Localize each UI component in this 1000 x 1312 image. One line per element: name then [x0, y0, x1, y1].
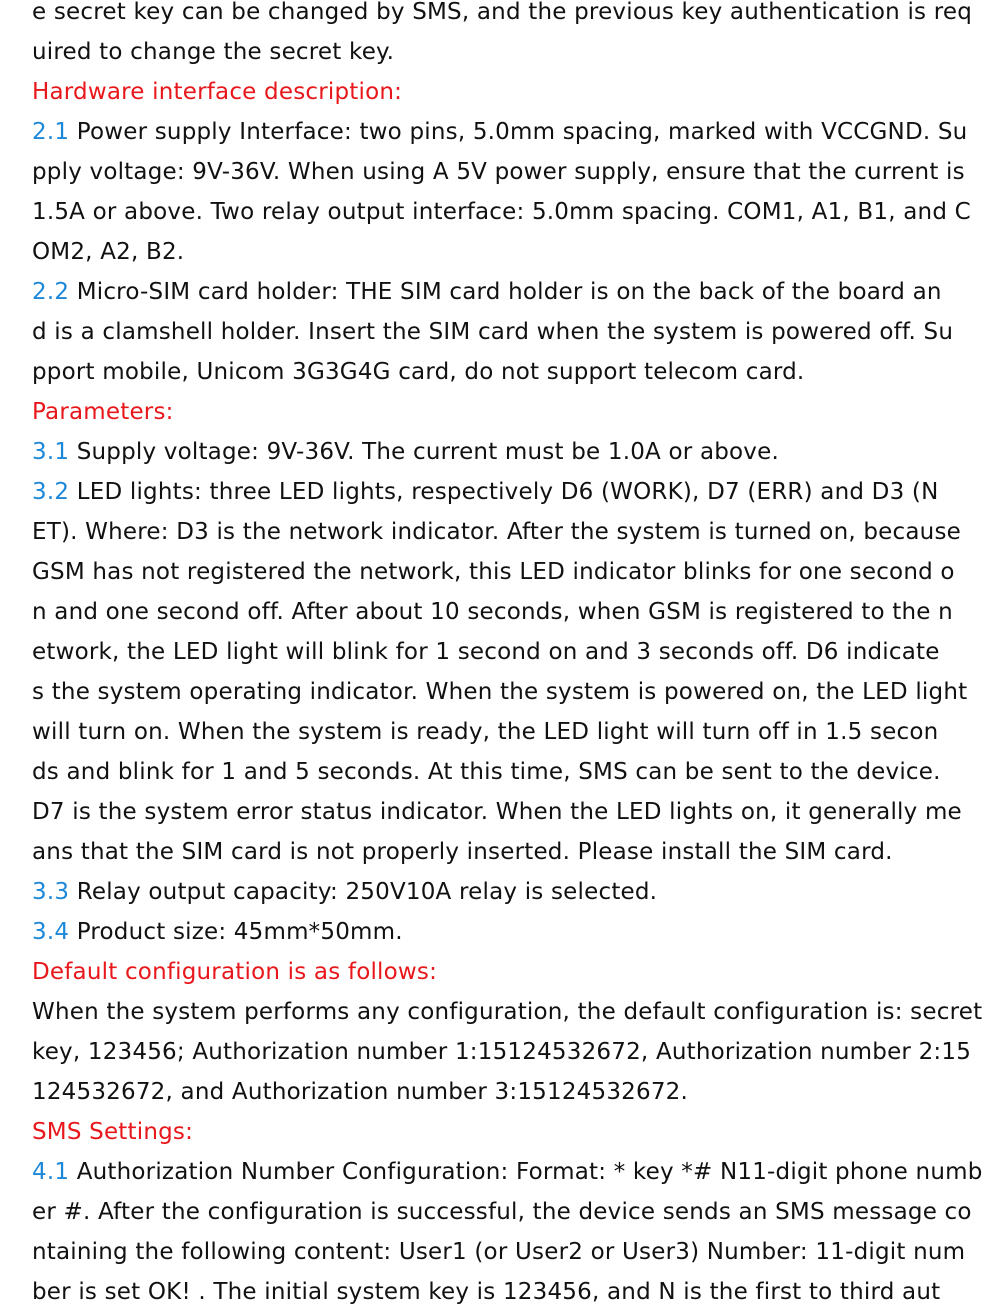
section-number: 2.1 — [32, 119, 70, 145]
text-line — [0, 32, 1000, 72]
line-text: Hardware interface description: — [32, 79, 403, 105]
text-line — [0, 872, 1000, 912]
line-text: pply voltage: 9V-36V. When using A 5V power supply, ensure that the current is — [32, 159, 965, 185]
line-text: When the system performs any configuration, the default configuration is: secret — [32, 999, 983, 1025]
line-text: Product size: 45mm*50mm. — [69, 919, 403, 945]
line-text: etwork, the LED light will blink for 1 second on and 3 seconds off. D6 indicate — [32, 639, 940, 665]
line-text: s the system operating indicator. When the system is powered on, the LED light — [32, 679, 968, 705]
line-text: Default configuration is as follows: — [32, 959, 438, 985]
text-line — [0, 232, 1000, 272]
line-text: er #. After the configuration is successful, the device sends an SMS message co — [32, 1199, 972, 1225]
text-line — [0, 592, 1000, 632]
text-line — [0, 1232, 1000, 1272]
section-number: 2.2 — [32, 279, 70, 305]
line-text: ans that the SIM card is not properly inserted. Please install the SIM card. — [32, 839, 893, 865]
line-text: GSM has not registered the network, this LED indicator blinks for one second o — [32, 559, 955, 585]
text-line — [0, 912, 1000, 952]
section-heading — [0, 952, 1000, 992]
text-line — [0, 0, 1000, 32]
line-text: Relay output capacity: 250V10A relay is selected. — [69, 879, 658, 905]
section-heading — [0, 72, 1000, 112]
text-line — [0, 672, 1000, 712]
line-text: ber is set OK! . The initial system key is 123456, and N is the first to third aut — [32, 1279, 941, 1305]
line-text: e secret key can be changed by SMS, and the previous key authentication is req — [32, 0, 973, 25]
text-line — [0, 1272, 1000, 1312]
line-text: D7 is the system error status indicator. When the LED lights on, it generally me — [32, 799, 962, 825]
section-heading — [0, 1112, 1000, 1152]
section-heading — [0, 392, 1000, 432]
line-text: 1.5A or above. Two relay output interface: 5.0mm spacing. COM1, A1, B1, and C — [32, 199, 971, 225]
line-text: Micro-SIM card holder: THE SIM card holder is on the back of the board an — [69, 279, 942, 305]
section-number: 4.1 — [32, 1159, 70, 1185]
line-text: will turn on. When the system is ready, the LED light will turn off in 1.5 secon — [32, 719, 939, 745]
text-line — [0, 472, 1000, 512]
text-line — [0, 1072, 1000, 1112]
text-line — [0, 352, 1000, 392]
section-number: 3.1 — [32, 439, 70, 465]
line-text: Supply voltage: 9V-36V. The current must be 1.0A or above. — [69, 439, 779, 465]
line-text: key, 123456; Authorization number 1:15124532672, Authorization number 2:15 — [32, 1039, 972, 1065]
line-text: 124532672, and Authorization number 3:15124532672. — [32, 1079, 688, 1105]
line-text: SMS Settings: — [32, 1119, 194, 1145]
text-line — [0, 152, 1000, 192]
line-text: ET). Where: D3 is the network indicator. After the system is turned on, because — [32, 519, 961, 545]
section-number: 3.3 — [32, 879, 70, 905]
text-line — [0, 432, 1000, 472]
line-text: d is a clamshell holder. Insert the SIM card when the system is powered off. Su — [32, 319, 954, 345]
text-line — [0, 552, 1000, 592]
text-line — [0, 752, 1000, 792]
text-line — [0, 1152, 1000, 1192]
line-text: pport mobile, Unicom 3G3G4G card, do not support telecom card. — [32, 359, 805, 385]
line-text: LED lights: three LED lights, respectively D6 (WORK), D7 (ERR) and D3 (N — [69, 479, 939, 505]
text-line — [0, 112, 1000, 152]
line-text: Authorization Number Configuration: Format: * key *# N11-digit phone numb — [69, 1159, 983, 1185]
line-text: Parameters: — [32, 399, 174, 425]
section-number: 3.4 — [32, 919, 70, 945]
text-line — [0, 632, 1000, 672]
text-line — [0, 712, 1000, 752]
line-text: uired to change the secret key. — [32, 39, 395, 65]
line-text: Power supply Interface: two pins, 5.0mm spacing, marked with VCCGND. Su — [69, 119, 968, 145]
line-text: ds and blink for 1 and 5 seconds. At this time, SMS can be sent to the device. — [32, 759, 941, 785]
text-line — [0, 312, 1000, 352]
text-line — [0, 832, 1000, 872]
text-line — [0, 272, 1000, 312]
line-text: n and one second off. After about 10 seconds, when GSM is registered to the n — [32, 599, 953, 625]
text-line — [0, 1192, 1000, 1232]
section-number: 3.2 — [32, 479, 70, 505]
text-line — [0, 992, 1000, 1032]
line-text: OM2, A2, B2. — [32, 239, 185, 265]
text-line — [0, 1032, 1000, 1072]
text-line — [0, 192, 1000, 232]
text-line — [0, 792, 1000, 832]
text-line — [0, 512, 1000, 552]
line-text: ntaining the following content: User1 (or User2 or User3) Number: 11-digit num — [32, 1239, 966, 1265]
